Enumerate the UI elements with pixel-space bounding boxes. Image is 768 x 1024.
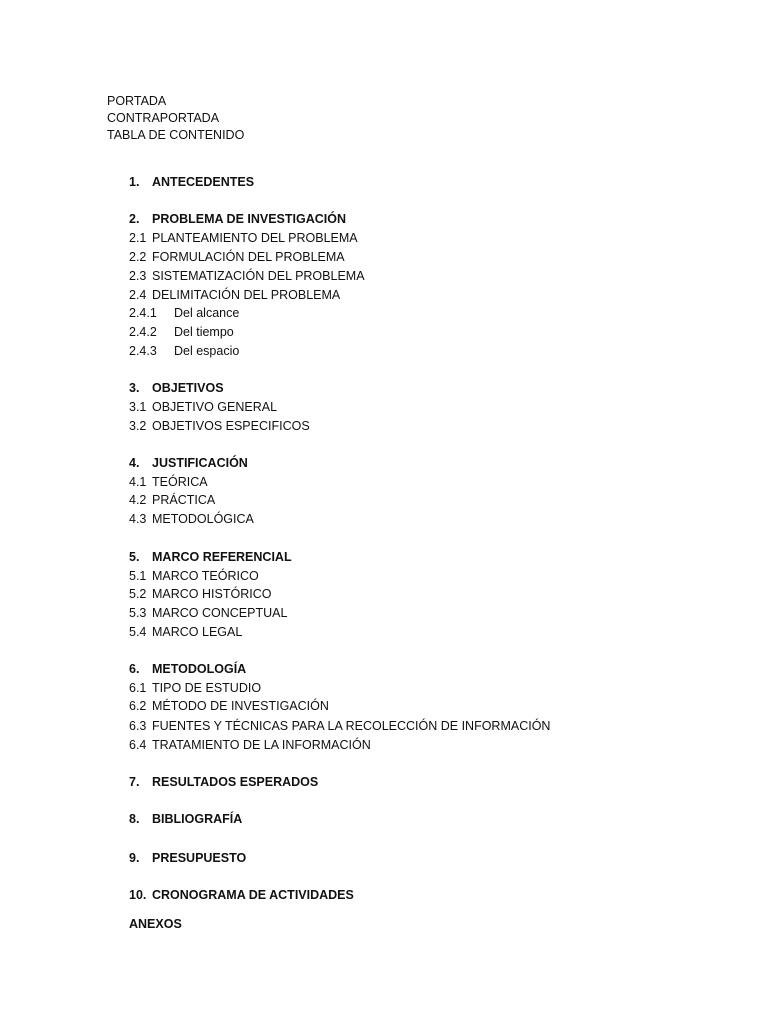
toc-title: TRATAMIENTO DE LA INFORMACIÓN — [152, 738, 371, 752]
toc-number: 6.2 — [129, 699, 147, 713]
toc-entry — [129, 268, 365, 284]
toc-entry — [129, 455, 248, 471]
toc-title: MARCO REFERENCIAL — [152, 550, 292, 564]
toc-entry — [129, 661, 246, 677]
toc-title: MÉTODO DE INVESTIGACIÓN — [152, 699, 329, 713]
toc-number: 7. — [129, 775, 140, 789]
toc-entry — [129, 586, 271, 602]
toc-title: BIBLIOGRAFÍA — [152, 812, 243, 826]
toc-entry — [129, 811, 242, 827]
toc-title: Del alcance — [174, 306, 240, 320]
toc-number: 2.2 — [129, 250, 147, 264]
toc-entry — [129, 305, 239, 321]
toc-entry — [129, 324, 234, 340]
toc-annex: ANEXOS — [129, 917, 182, 931]
toc-entry — [129, 249, 345, 265]
toc-entry — [129, 174, 254, 190]
toc-entry — [129, 774, 318, 790]
toc-number: 2.4.1 — [129, 306, 157, 320]
toc-entry — [129, 492, 215, 508]
toc-title: PRÁCTICA — [152, 493, 216, 507]
toc-number: 6. — [129, 662, 140, 676]
toc-number: 4. — [129, 456, 140, 470]
toc-entry — [129, 718, 550, 734]
toc-title: TEÓRICA — [152, 475, 208, 489]
toc-entry — [129, 568, 259, 584]
toc-title: TIPO DE ESTUDIO — [152, 681, 262, 695]
toc-title: OBJETIVOS — [152, 381, 224, 395]
toc-entry — [129, 211, 346, 227]
toc-entry — [129, 230, 358, 246]
toc-title: METODOLOGÍA — [152, 662, 247, 676]
toc-entry — [129, 474, 208, 490]
toc-number: 4.2 — [129, 493, 147, 507]
toc-number: 5.2 — [129, 587, 147, 601]
toc-title: FORMULACIÓN DEL PROBLEMA — [152, 250, 345, 264]
toc-entry — [129, 850, 246, 866]
toc-title: DELIMITACIÓN DEL PROBLEMA — [152, 288, 341, 302]
toc-entry — [129, 380, 224, 396]
toc-entry — [129, 737, 371, 753]
toc-number: 6.3 — [129, 719, 147, 733]
toc-title: RESULTADOS ESPERADOS — [152, 775, 319, 789]
toc-entry — [129, 343, 239, 359]
toc-number: 2.1 — [129, 231, 147, 245]
toc-number: 2.4 — [129, 288, 147, 302]
toc-number: 4.1 — [129, 475, 147, 489]
toc-entry — [129, 605, 287, 621]
toc-number: 2.4.3 — [129, 344, 157, 358]
toc-entry — [129, 287, 340, 303]
toc-title: FUENTES Y TÉCNICAS PARA LA RECOLECCIÓN DE INFORMACIÓN — [152, 719, 551, 733]
front-matter-portada: PORTADA — [107, 94, 167, 108]
toc-title: PROBLEMA DE INVESTIGACIÓN — [152, 212, 346, 226]
toc-title: Del tiempo — [174, 325, 234, 339]
toc-number: 9. — [129, 851, 140, 865]
toc-title: SISTEMATIZACIÓN DEL PROBLEMA — [152, 269, 365, 283]
front-matter-tabla-de-contenido: TABLA DE CONTENIDO — [107, 128, 245, 142]
toc-number: 5. — [129, 550, 140, 564]
toc-number: 2. — [129, 212, 140, 226]
toc-title: OBJETIVOS ESPECIFICOS — [152, 419, 310, 433]
toc-title: PRESUPUESTO — [152, 851, 247, 865]
toc-title: Del espacio — [174, 344, 240, 358]
toc-title: MARCO HISTÓRICO — [152, 587, 272, 601]
toc-number: 3.2 — [129, 419, 147, 433]
toc-number: 3. — [129, 381, 140, 395]
toc-entry — [129, 549, 292, 565]
toc-entry — [129, 680, 261, 696]
toc-entry — [129, 698, 329, 714]
toc-number: 2.3 — [129, 269, 147, 283]
toc-number: 5.4 — [129, 625, 147, 639]
toc-entry — [129, 399, 277, 415]
toc-entry — [129, 511, 254, 527]
toc-title: CRONOGRAMA DE ACTIVIDADES — [152, 888, 354, 902]
toc-number: 4.3 — [129, 512, 147, 526]
toc-title: JUSTIFICACIÓN — [152, 456, 248, 470]
toc-entry — [129, 887, 354, 903]
toc-title: PLANTEAMIENTO DEL PROBLEMA — [152, 231, 358, 245]
toc-number: 10. — [129, 888, 147, 902]
toc-title: MARCO LEGAL — [152, 625, 243, 639]
toc-title: MARCO CONCEPTUAL — [152, 606, 288, 620]
toc-number: 2.4.2 — [129, 325, 157, 339]
toc-number: 5.1 — [129, 569, 147, 583]
toc-title: METODOLÓGICA — [152, 512, 254, 526]
front-matter-contraportada: CONTRAPORTADA — [107, 111, 220, 125]
toc-number: 5.3 — [129, 606, 147, 620]
toc-number: 6.1 — [129, 681, 147, 695]
toc-title: ANTECEDENTES — [152, 175, 255, 189]
toc-entry — [129, 624, 242, 640]
toc-number: 6.4 — [129, 738, 147, 752]
toc-number: 8. — [129, 812, 140, 826]
toc-number: 3.1 — [129, 400, 147, 414]
toc-title: MARCO TEÓRICO — [152, 569, 259, 583]
toc-entry — [129, 418, 310, 434]
toc-title: OBJETIVO GENERAL — [152, 400, 278, 414]
toc-number: 1. — [129, 175, 140, 189]
